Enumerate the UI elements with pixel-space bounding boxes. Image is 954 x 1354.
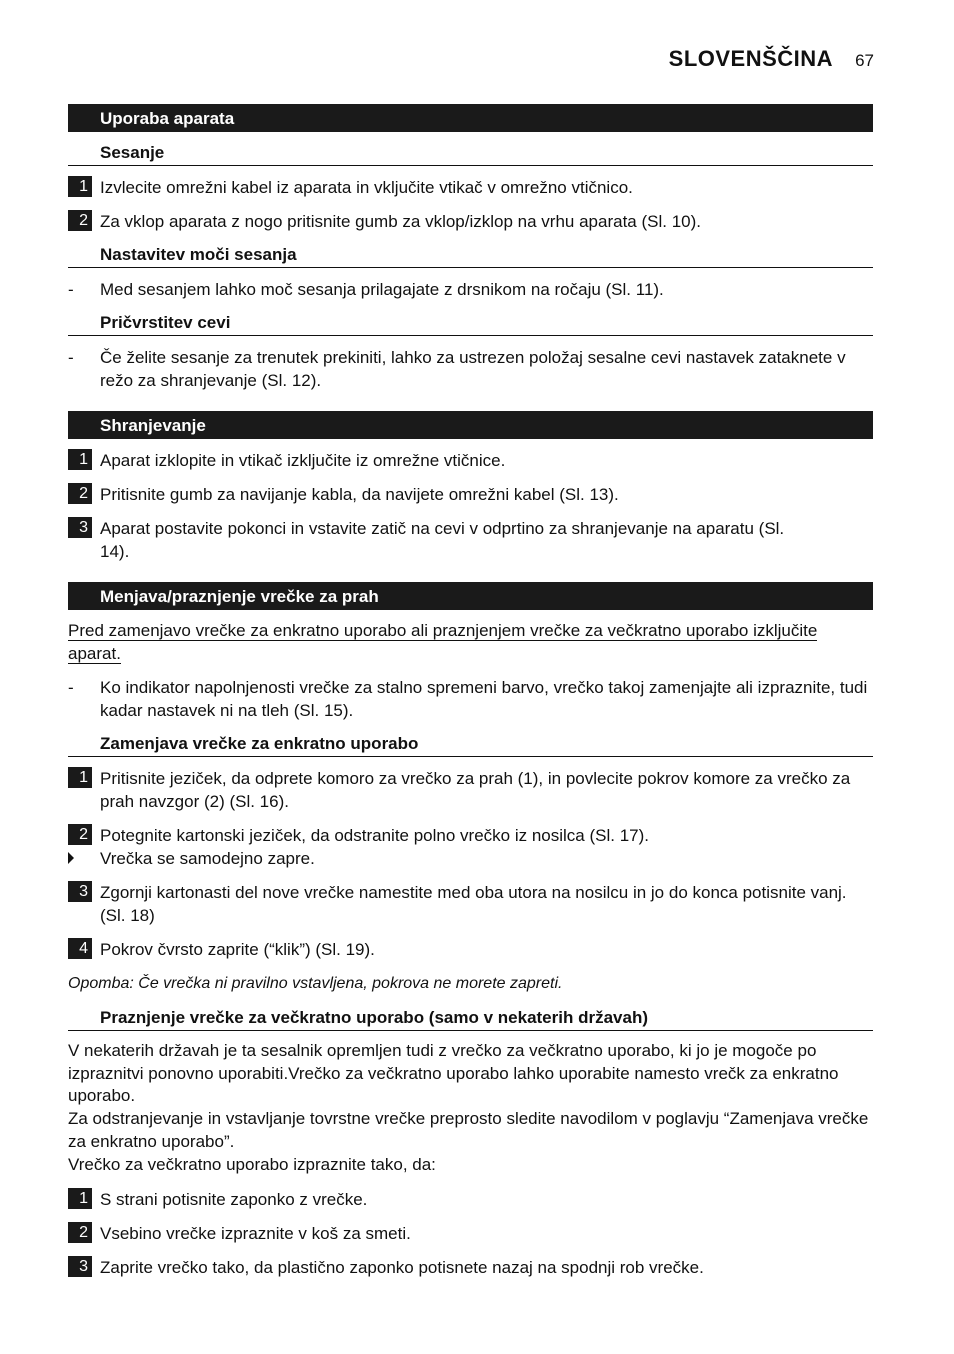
warning-underlined: Pred zamenjavo vrečke za enkratno uporabo ali praznjenjem vrečke za večkratno uporabo izključite aparat.: [68, 621, 818, 663]
subheading-suction: Sesanje: [68, 140, 873, 166]
section-bar-use: Uporaba aparata: [68, 104, 873, 132]
step-number: 3: [68, 1256, 92, 1277]
step-text: Pokrov čvrsto zaprite (“klik”) (Sl. 19).: [100, 940, 375, 959]
disposable-step-1: [68, 767, 873, 813]
reusable-paragraph-1: V nekaterih državah je ta sesalnik opremljen tudi z vrečko za večkratno uporabo, ki jo je mogoče po izpraznitvi ponovno uporabiti.Vrečko za večkratno uporabo lahko uporabite namesto vrečk za enkratno uporabo.: [68, 1041, 839, 1105]
step-number: 2: [68, 824, 92, 845]
note-text: Opomba: Če vrečka ni pravilno vstavljena, pokrova ne morete zapreti.: [68, 975, 563, 992]
item-text: Med sesanjem lahko moč sesanja prilagajate z drsnikom na ročaju (Sl. 11).: [100, 280, 664, 299]
warning-text: [68, 619, 828, 665]
step-text: Zgornji kartonasti del nove vrečke namestite med oba utora na nosilcu in jo do konca potisnite vanj. (Sl. 18): [100, 883, 847, 925]
power-item: [68, 278, 873, 301]
disposable-step-3: [68, 881, 848, 927]
disposable-step-4: [68, 938, 873, 961]
step-text: Zaprite vrečko tako, da plastično zaponko potisnete nazaj na spodnji rob vrečke.: [100, 1258, 704, 1277]
step-text: S strani potisnite zaponko z vrečke.: [100, 1190, 368, 1209]
step-number: 1: [68, 176, 92, 197]
reusable-paragraph-3: Vrečko za večkratno uporabo izpraznite tako, da:: [68, 1155, 436, 1174]
step-number: 1: [68, 449, 92, 470]
step-number: 1: [68, 767, 92, 788]
storage-step-3: [68, 517, 788, 563]
disposable-step-2: [68, 824, 873, 847]
step-number: 2: [68, 210, 92, 231]
step-number: 2: [68, 1222, 92, 1243]
bag-item: [68, 676, 873, 722]
step-number: 3: [68, 881, 92, 902]
reusable-paragraph-2: Za odstranjevanje in vstavljanje tovrstne vrečke preprosto sledite navodilom v poglavju “Zamenjava vrečke za enkratno uporabo”.: [68, 1109, 869, 1151]
subheading-disposable: Zamenjava vrečke za enkratno uporabo: [68, 731, 873, 757]
reusable-step-2: [68, 1222, 873, 1245]
reusable-step-3: [68, 1256, 873, 1279]
step-text: Vsebino vrečke izpraznite v koš za smeti.: [100, 1224, 411, 1243]
storage-step-1: [68, 449, 873, 472]
step-number: 4: [68, 938, 92, 959]
step-text: Za vklop aparata z nogo pritisnite gumb za vklop/izklop na vrhu aparata (Sl. 10).: [100, 212, 701, 231]
language-title: SLOVENŠČINA: [668, 46, 834, 71]
reusable-step-1: [68, 1188, 873, 1211]
step-number: 3: [68, 517, 92, 538]
step-text: Potegnite kartonski jeziček, da odstranite polno vrečko iz nosilca (Sl. 17).: [100, 826, 649, 845]
result-text: Vrečka se samodejno zapre.: [100, 849, 315, 868]
tube-item: [68, 346, 873, 392]
result-arrow-icon: [68, 852, 74, 864]
suction-step-2: [68, 210, 873, 233]
section-bar-storage: Shranjevanje: [68, 411, 873, 439]
dash-marker: -: [68, 348, 74, 367]
step-number: 1: [68, 1188, 92, 1209]
step-text: Aparat postavite pokonci in vstavite zatič na cevi v odprtino za shranjevanje na aparatu (Sl. 14).: [100, 519, 785, 561]
step-text: Pritisnite gumb za navijanje kabla, da navijete omrežni kabel (Sl. 13).: [100, 485, 619, 504]
subheading-power: Nastavitev moči sesanja: [68, 242, 873, 268]
item-text: Ko indikator napolnjenosti vrečke za stalno spremeni barvo, vrečko takoj zamenjajte ali izpraznite, tudi kadar nastavek ni na tleh (Sl. 15).: [100, 678, 868, 720]
storage-step-2: [68, 483, 873, 506]
step-text: Izvlecite omrežni kabel iz aparata in vključite vtikač v omrežno vtičnico.: [100, 178, 633, 197]
subheading-reusable: Praznjenje vrečke za večkratno uporabo (samo v nekaterih državah): [68, 1005, 873, 1031]
section-bar-bag: Menjava/praznjenje vrečke za prah: [68, 582, 873, 610]
page-number: 67: [855, 51, 874, 70]
dash-marker: -: [68, 280, 74, 299]
step-text: Aparat izklopite in vtikač izključite iz omrežne vtičnice.: [100, 451, 506, 470]
subheading-tube: Pričvrstitev cevi: [68, 310, 873, 336]
dash-marker: -: [68, 678, 74, 697]
step-text: Pritisnite jeziček, da odprete komoro za vrečko za prah (1), in povlecite pokrov komore za vrečko za prah navzgor (2) (Sl. 16).: [100, 769, 851, 811]
step-number: 2: [68, 483, 92, 504]
page-header: [669, 46, 874, 72]
suction-step-1: [68, 176, 873, 199]
disposable-result: [68, 847, 873, 870]
item-text: Če želite sesanje za trenutek prekiniti, lahko za ustrezen položaj sesalne cevi nastavek zataknete v režo za shranjevanje (Sl. 12).: [100, 348, 846, 390]
